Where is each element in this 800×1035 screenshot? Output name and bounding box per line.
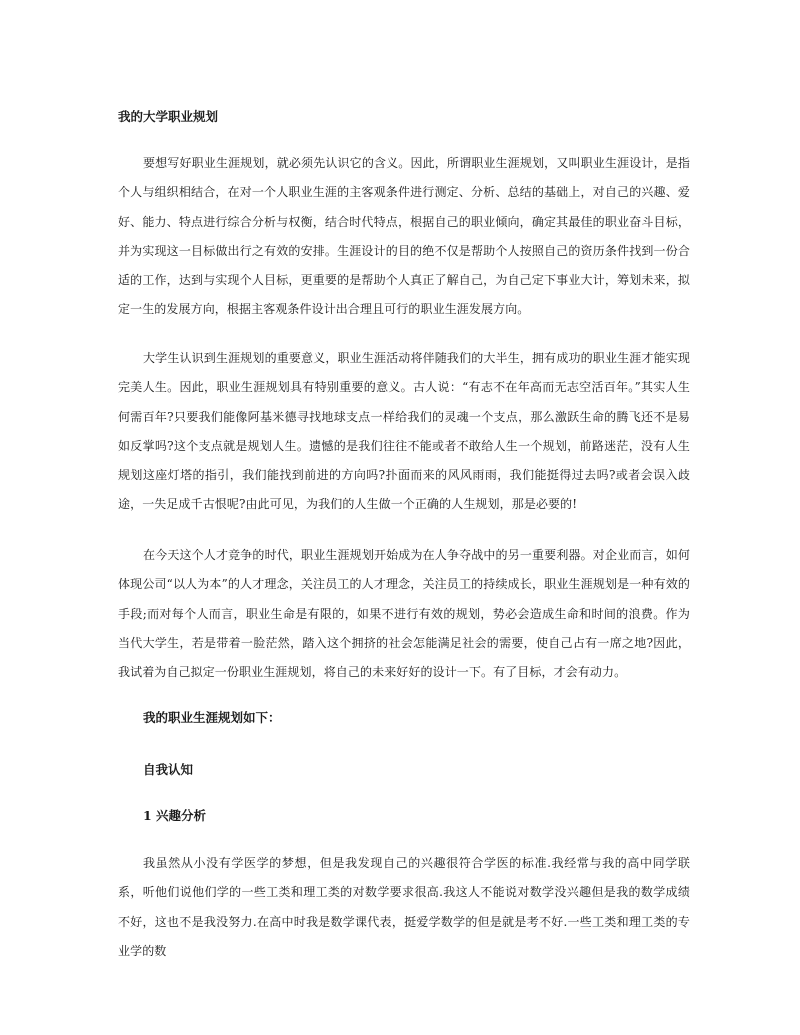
heading-interest-analysis: 1 兴趣分析 bbox=[143, 808, 207, 823]
paragraph-planning-importance: 大学生认识到生涯规划的重要意义，职业生涯活动将伴随我们的大半生，拥有成功的职业生涯才能实现完美人生。因此，职业生涯规划具有特别重要的意义。古人说：“有志不在年高而无志空活百年。”其实人生何需百年?只要我们能像阿基米德寻找地球支点一样给我们的灵魂一个支点，那么激跃生命的腾飞还不是易如反掌吗?这个支点就是规划人生。遗憾的是我们往往不能或者不敢给人生一个规划，前路迷茫，没有人生规划这座灯塔的指引，我们能找到前进的方向吗?扑面而来的风风雨雨，我们能挺得过去吗?或者会误入歧途，一失足成千古恨呢?由此可见，为我们的人生做一个正确的人生规划，那是必要的! bbox=[118, 351, 690, 512]
paragraph-career-planning-meaning: 要想写好职业生涯规划，就必须先认识它的含义。因此，所谓职业生涯规划，又叫职业生涯设计，是指个人与组织相结合，在对一个人职业生涯的主客观条件进行测定、分析、总结的基础上，对自己的兴趣、爱好、能力、特点进行综合分析与权衡，结合时代特点，根据自己的职业倾向，确定其最佳的职业奋斗目标，并为实现这一目标做出行之有效的安排。生涯设计的目的绝不仅是帮助个人按照自己的资历条件找到一份合适的工作，达到与实现个人目标，更重要的是帮助个人真正了解自己，为自己定下事业大计，筹划未来，拟定一生的发展方向，根据主客观条件设计出合理且可行的职业生涯发展方向。 bbox=[118, 156, 690, 317]
heading-self-awareness: 自我认知 bbox=[143, 762, 194, 777]
paragraph-talent-competition: 在今天这个人才竞争的时代，职业生涯规划开始成为在人争夺战中的另一重要利器。对企业而言，如何体现公司“以人为本”的人才理念，关注员工的人才理念，关注员工的持续成长，职业生涯规划是一种有效的手段;而对每个人而言，职业生命是有限的，如果不进行有效的规划，势必会造成生命和时间的浪费。作为当代大学生，若是带着一脸茫然，踏入这个拥挤的社会怎能满足社会的需要，使自己占有一席之地?因此，我试着为自己拟定一份职业生涯规划，将自己的未来好好的设计一下。有了目标，才会有动力。 bbox=[118, 548, 690, 680]
document-title: 我的大学职业规划 bbox=[118, 109, 219, 124]
heading-my-career-plan: 我的职业生涯规划如下： bbox=[143, 710, 281, 725]
paragraph-interest-analysis: 我虽然从小没有学医学的梦想，但是我发现自己的兴趣很符合学医的标准.我经常与我的高中同学联系，听他们说他们学的一些工类和理工类的对数学要求很高.我这人不能说对数学没兴趣但是我的数学成绩不好，这也不是我没努力.在高中时我是数学课代表，挺爱学数学的但是就是考不好.一些工类和理工类的专业学的数 bbox=[118, 856, 690, 958]
